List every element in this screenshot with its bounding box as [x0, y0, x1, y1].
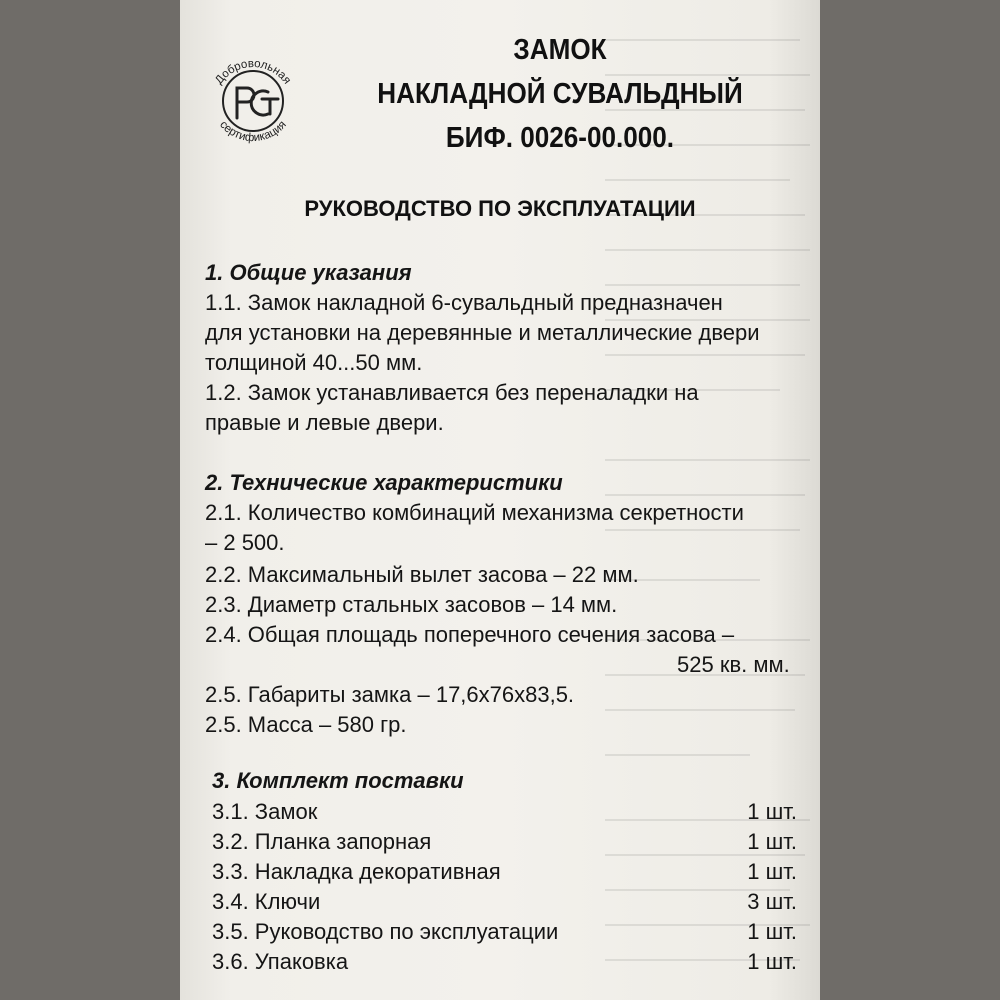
spec-2-5-dimensions: 2.5. Габариты замка – 17,6x76x83,5.: [205, 682, 575, 707]
title-line-3: БИФ. 0026-00.000.: [445, 122, 675, 154]
document-subtitle: РУКОВОДСТВО ПО ЭКСПЛУАТАЦИИ: [304, 196, 696, 221]
delivery-item-label: 3.4. Ключи: [212, 889, 321, 914]
certification-seal: [200, 48, 306, 154]
title-line-2: НАКЛАДНОЙ СУВАЛЬДНЫЙ: [377, 78, 743, 110]
section-1-1-line-3: толщиной 40...50 мм.: [205, 350, 423, 375]
delivery-item-qty: 1 шт.: [747, 949, 797, 974]
delivery-item-label: 3.5. Руководство по эксплуатации: [212, 919, 559, 944]
delivery-item-label: 3.2. Планка запорная: [212, 829, 432, 854]
delivery-item-qty: 1 шт.: [747, 829, 797, 854]
section-1-1-line-1: 1.1. Замок накладной 6-сувальдный предназначен: [205, 290, 723, 315]
section-1-heading: 1. Общие указания: [205, 260, 412, 285]
spec-2-3: 2.3. Диаметр стальных засовов – 14 мм.: [205, 592, 618, 617]
delivery-item-qty: 3 шт.: [747, 889, 797, 914]
delivery-item-qty: 1 шт.: [747, 919, 797, 944]
spec-2-1-line-1: 2.1. Количество комбинаций механизма секретности: [205, 500, 744, 525]
spec-2-2: 2.2. Максимальный вылет засова – 22 мм.: [205, 562, 639, 587]
seal-top-text: Добровольная: [213, 57, 293, 87]
spec-2-5-weight: 2.5. Масса – 580 гр.: [205, 712, 407, 737]
section-1-2-line-2: правые и левые двери.: [205, 410, 444, 435]
delivery-item-label: 3.3. Накладка декоративная: [212, 859, 501, 884]
section-2-heading: 2. Технические характеристики: [205, 470, 563, 495]
spec-2-1-line-2: – 2 500.: [205, 530, 285, 555]
delivery-item-label: 3.1. Замок: [212, 799, 318, 824]
document-title: [353, 28, 767, 160]
section-1-2-line-1: 1.2. Замок устанавливается без переналадки на: [205, 380, 699, 405]
section-3-heading: 3. Комплект поставки: [212, 768, 464, 793]
delivery-item-qty: 1 шт.: [747, 859, 797, 884]
seal-bottom-text: сертификация: [217, 118, 289, 145]
spec-2-4-line-1: 2.4. Общая площадь поперечного сечения засова –: [205, 622, 735, 647]
delivery-item-label: 3.6. Упаковка: [212, 949, 349, 974]
title-line-1: ЗАМОК: [513, 34, 607, 66]
svg-text:Добровольная: [213, 58, 293, 87]
delivery-item-qty: 1 шт.: [747, 799, 797, 824]
section-1-1-line-2: для установки на деревянные и металлические двери: [205, 320, 760, 345]
spec-2-4-line-2: 525 кв. мм.: [677, 652, 790, 677]
